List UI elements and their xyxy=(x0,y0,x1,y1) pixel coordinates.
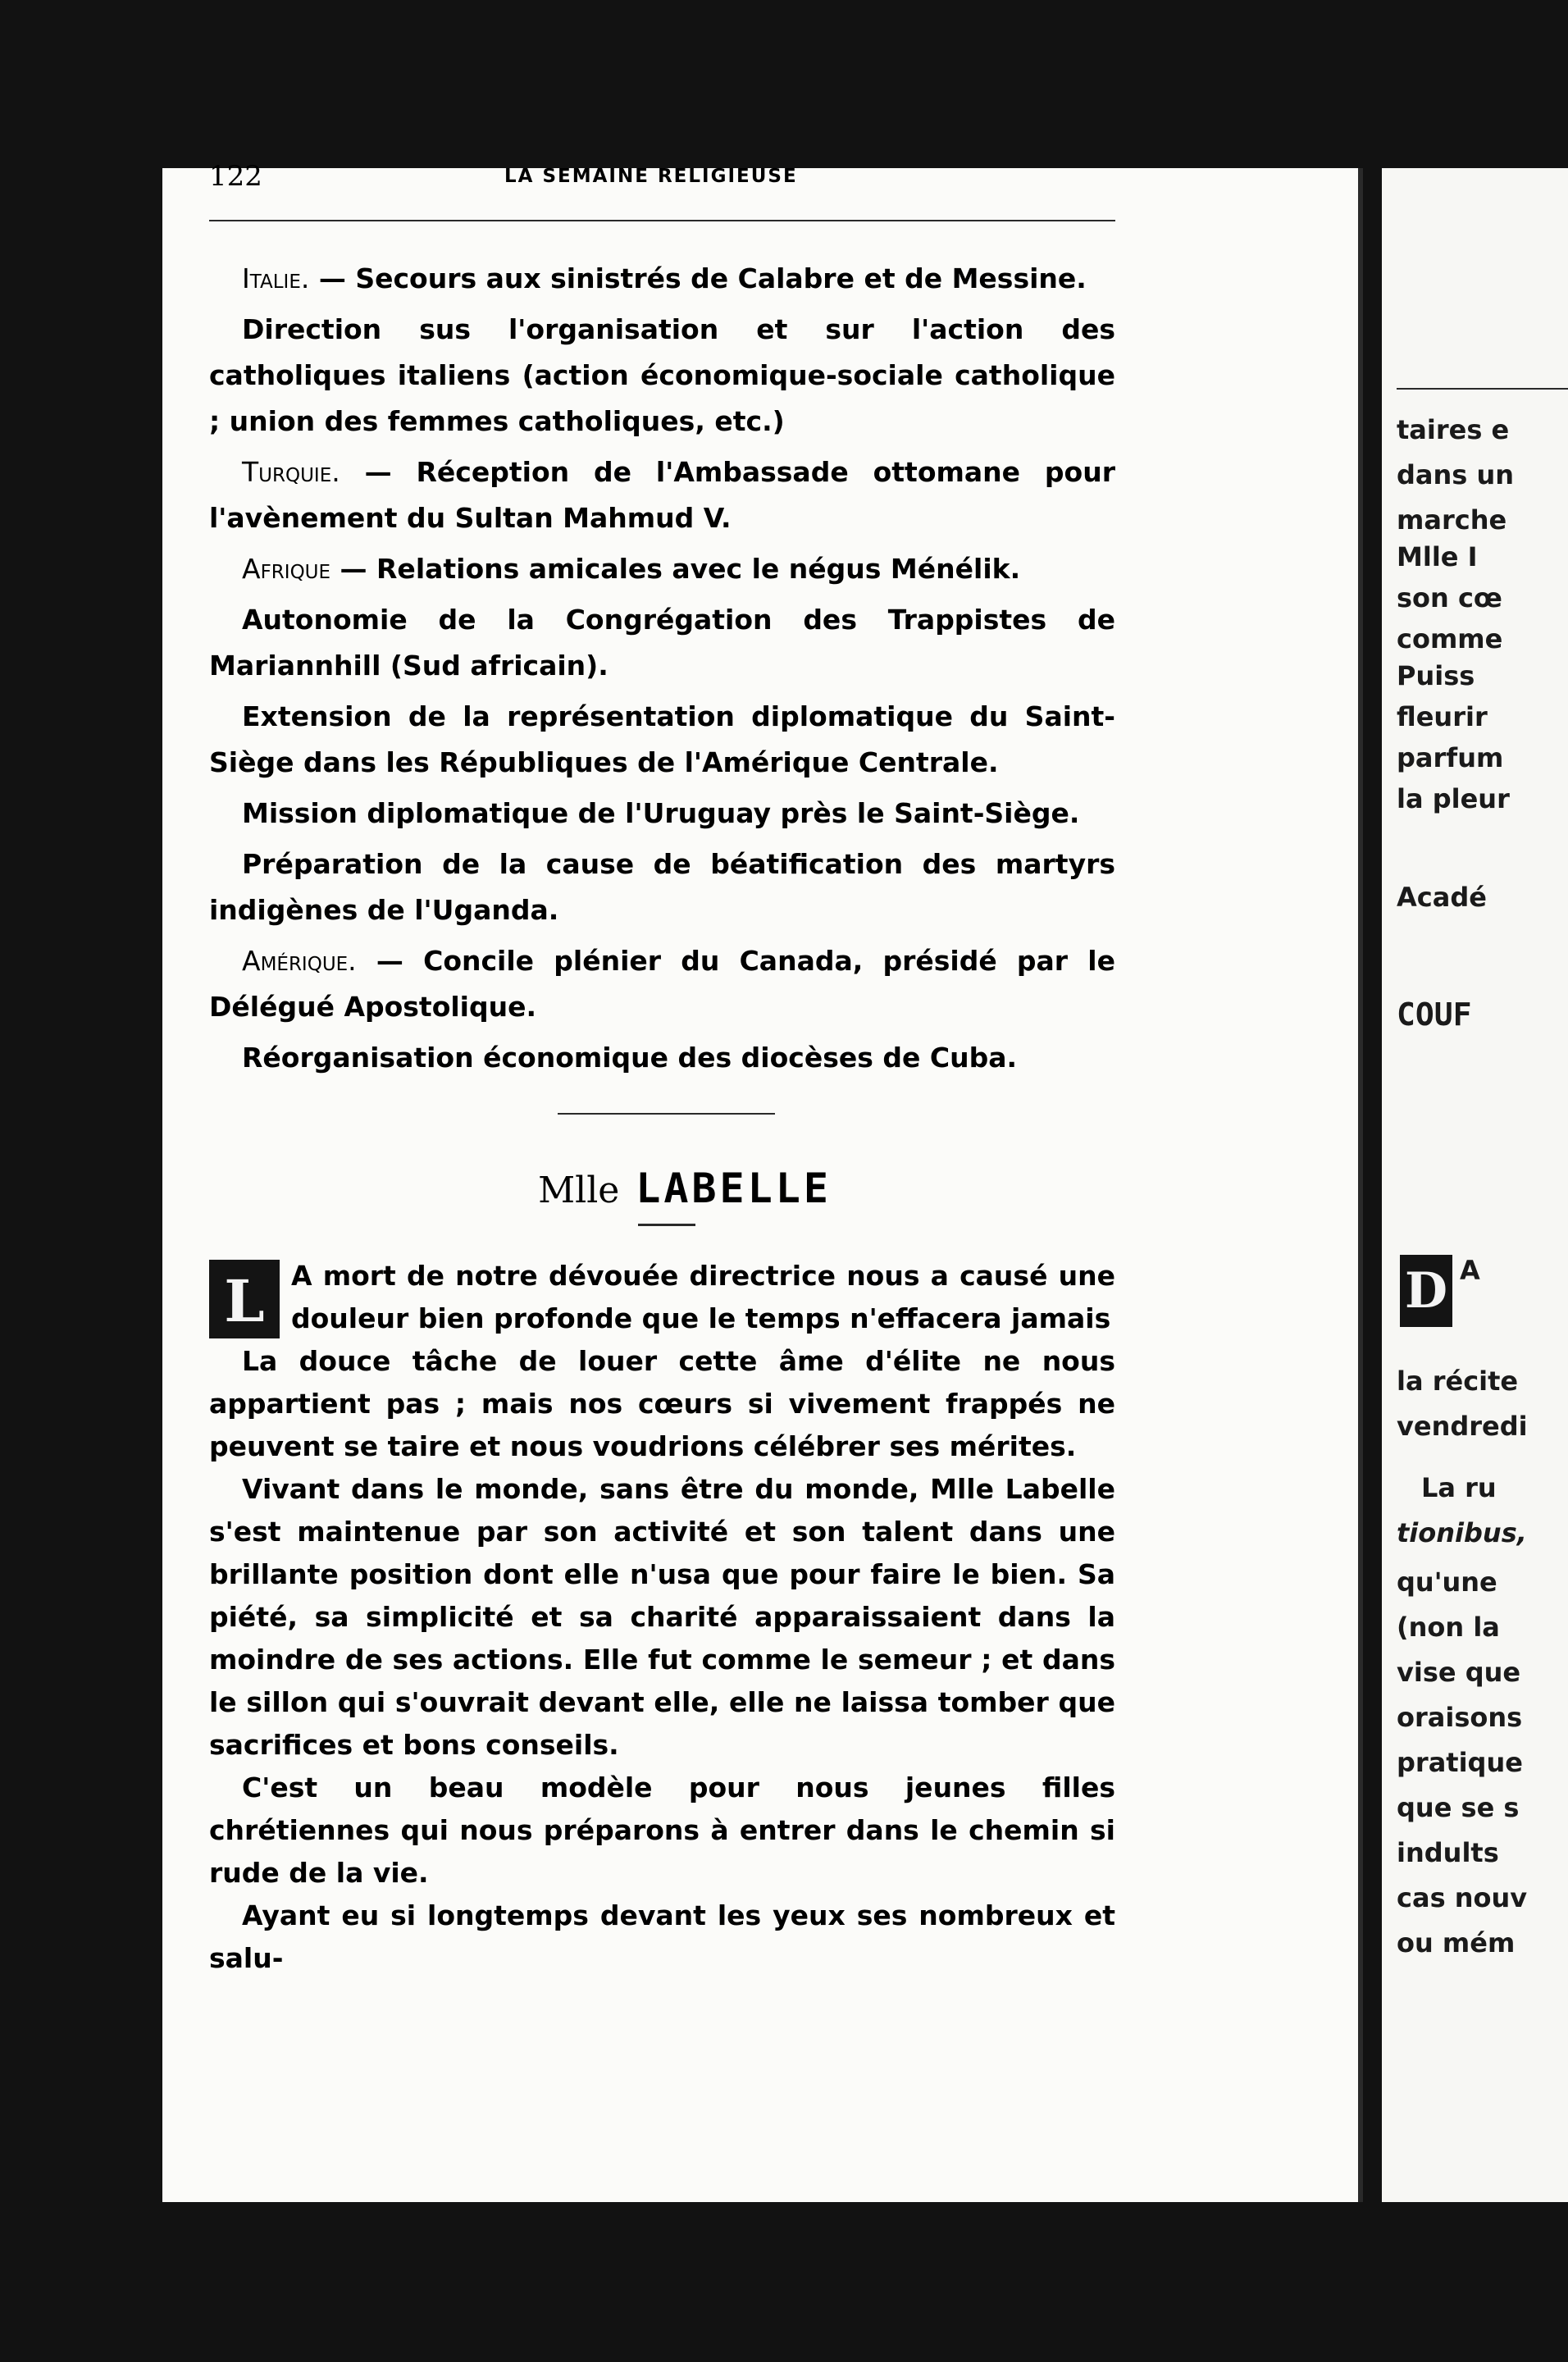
right-page-line: que se s xyxy=(1397,1792,1520,1823)
right-page-line: oraisons xyxy=(1397,1702,1523,1733)
right-page xyxy=(1382,168,1568,2202)
right-page-line: (non la xyxy=(1397,1612,1500,1643)
right-page-line: Mlle I xyxy=(1397,541,1478,572)
news-item xyxy=(209,694,1115,786)
right-page-header-rule xyxy=(1397,388,1568,390)
right-page-line: taires e xyxy=(1397,414,1510,445)
news-item xyxy=(209,791,1115,837)
news-region: Amérique. xyxy=(242,945,357,977)
right-page-academy: Acadé xyxy=(1397,882,1487,913)
right-page-line: qu'une xyxy=(1397,1566,1497,1598)
right-page-line: pratique xyxy=(1397,1747,1523,1778)
right-page-line: indults xyxy=(1397,1837,1499,1868)
obituary-title-name: LABELLE xyxy=(636,1165,832,1212)
dropcap-initial: L xyxy=(209,1260,280,1338)
news-text: Extension de la représentation diplomatique du Saint-Siège dans les Républiques de l'Amérique Centrale. xyxy=(209,700,1115,778)
obituary-text xyxy=(209,1255,1115,1980)
news-region: Italie. xyxy=(242,262,310,294)
news-item xyxy=(209,546,1115,592)
news-item xyxy=(209,938,1115,1030)
news-item xyxy=(209,307,1115,445)
news-section xyxy=(209,256,1115,1086)
news-item xyxy=(209,449,1115,541)
right-page-line: ou mém xyxy=(1397,1927,1516,1958)
right-page-line: La ru xyxy=(1421,1472,1497,1503)
title-underline xyxy=(638,1224,695,1226)
header-rule xyxy=(209,220,1115,221)
news-text: Mission diplomatique de l'Uruguay près le Saint-Siège. xyxy=(242,797,1080,829)
news-region: Afrique xyxy=(242,553,331,585)
right-page-line: comme xyxy=(1397,623,1503,654)
news-text: Préparation de la cause de béatification des martyrs indigènes de l'Uganda. xyxy=(209,848,1115,926)
page-number: 122 xyxy=(209,160,262,193)
news-item xyxy=(209,256,1115,302)
right-page-line: dans un xyxy=(1397,459,1515,490)
news-text: — Secours aux sinistrés de Calabre et de Messine. xyxy=(309,262,1087,294)
obituary-title xyxy=(426,1165,943,1212)
news-text: Autonomie de la Congrégation des Trappistes de Mariannhill (Sud africain). xyxy=(209,604,1115,682)
right-page-line: marche xyxy=(1397,504,1507,536)
obituary-paragraph: Ayant eu si longtemps devant les yeux ses nombreux et salu- xyxy=(209,1899,1115,1974)
obituary-first-text: A mort de notre dévouée directrice nous a causé une douleur bien profonde que le temps n'effacera jamais xyxy=(291,1260,1115,1334)
right-page-line: la récite xyxy=(1397,1366,1519,1397)
right-page-line: Puiss xyxy=(1397,660,1475,691)
right-page-dropcap-tail: A xyxy=(1460,1255,1480,1286)
news-item xyxy=(209,597,1115,689)
news-text: — Concile plénier du Canada, présidé par le Délégué Apostolique. xyxy=(209,945,1115,1023)
section-separator xyxy=(558,1113,775,1115)
right-page-dropcap: D xyxy=(1400,1255,1452,1327)
running-head: LA SEMAINE RELIGIEUSE xyxy=(504,166,798,187)
news-text: — Réception de l'Ambassade ottomane pour l'avènement du Sultan Mahmud V. xyxy=(209,456,1115,534)
right-page-line: tionibus, xyxy=(1397,1517,1527,1548)
right-page-line: vendredi xyxy=(1397,1411,1528,1442)
right-page-line: parfum xyxy=(1397,742,1504,773)
news-region: Turquie. xyxy=(242,456,340,488)
right-page-line: fleurir xyxy=(1397,701,1488,732)
obituary-paragraph xyxy=(209,1255,1115,1340)
obituary-paragraph: C'est un beau modèle pour nous jeunes filles chrétiennes qui nous préparons à entrer dans le chemin si rude de la vie. xyxy=(209,1772,1115,1889)
obituary-paragraph: Vivant dans le monde, sans être du monde, Mlle Labelle s'est maintenue par son activité et son talent dans une brillante position dont elle n'usa que pour faire le bien. Sa piété, sa simplicité et sa charité apparaissaient dans la moindre de ses actions. Elle fut comme le semeur ; et dans le sillon qui s'ouvrait devant elle, elle ne laissa tomber que sacrifices et bons conseils. xyxy=(209,1473,1115,1761)
right-page-line: vise que xyxy=(1397,1657,1521,1688)
news-item xyxy=(209,841,1115,933)
news-text: Direction sus l'organisation et sur l'action des catholiques italiens (action économique-sociale catholique ; union des femmes catholiques, etc.) xyxy=(209,313,1115,437)
news-text: Réorganisation économique des diocèses de Cuba. xyxy=(242,1042,1018,1074)
right-page-line: la pleur xyxy=(1397,783,1510,814)
right-page-line: cas nouv xyxy=(1397,1882,1528,1913)
obituary-title-prefix: Mlle xyxy=(538,1170,620,1211)
news-item xyxy=(209,1035,1115,1081)
news-text: — Relations amicales avec le négus Ménélik. xyxy=(330,553,1021,585)
right-page-line: son cœ xyxy=(1397,582,1502,613)
obituary-paragraph: La douce tâche de louer cette âme d'élite ne nous appartient pas ; mais nos cœurs si vivement frappés ne peuvent se taire et nous voudrions célébrer ses mérites. xyxy=(209,1345,1115,1462)
right-page-heading: COUF xyxy=(1397,996,1472,1033)
